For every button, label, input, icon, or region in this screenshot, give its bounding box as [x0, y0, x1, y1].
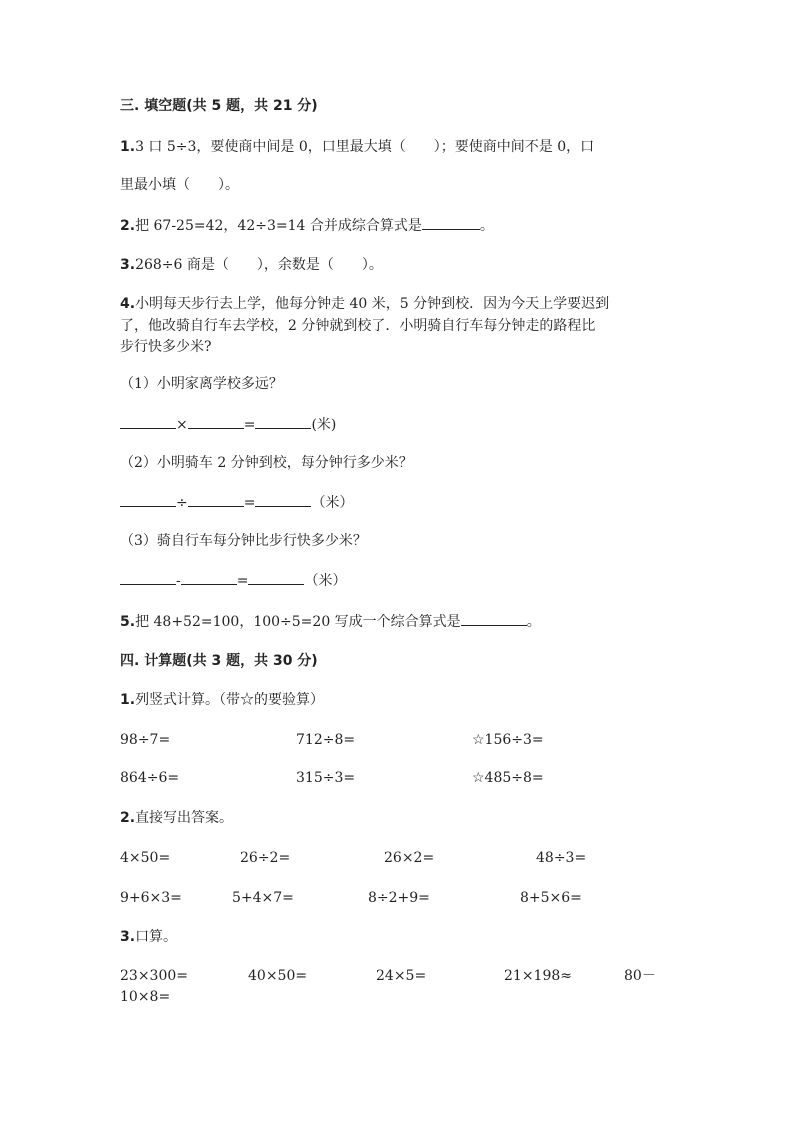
- question-5: [120, 611, 541, 632]
- question-text: 把 67-25=42，42÷3=14 合并成综合算式是: [135, 218, 422, 234]
- question-number: 2.: [120, 218, 136, 234]
- sub-question-2: （2）小明骑车 2 分钟到校，每分钟行多少米？: [120, 455, 413, 471]
- calc-item: 26×2=: [384, 850, 435, 866]
- calc-item: 315÷3=: [296, 770, 356, 786]
- calc-item: 10×8=: [120, 989, 171, 1005]
- calc-item: 98÷7=: [120, 732, 171, 748]
- unit-label: (米): [311, 417, 337, 433]
- question-text: 口算。: [135, 929, 178, 945]
- question-1-line-1: [120, 137, 594, 157]
- question-number: 5.: [120, 614, 136, 630]
- calc-question-2: [120, 808, 233, 828]
- question-text-end: 。: [479, 218, 494, 234]
- equals-sign: =: [243, 417, 256, 433]
- calc-item: 26÷2=: [240, 850, 291, 866]
- calc-item: 4×50=: [120, 850, 171, 866]
- equation-2: [120, 492, 353, 513]
- question-1-line-2: 里最小填（ ）。: [120, 177, 239, 193]
- calc-item: 24×5=: [376, 968, 427, 984]
- section-title-calculation: 四. 计算题(共 3 题，共 30 分): [120, 653, 318, 669]
- answer-blank[interactable]: [461, 611, 527, 626]
- sub-question-3: （3）骑自行车每分钟比步行快多少米？: [120, 533, 367, 549]
- answer-blank[interactable]: [120, 492, 176, 507]
- question-text: 把 48+52=100，100÷5=20 写成一个综合算式是: [135, 614, 461, 630]
- question-text: 列竖式计算。（带☆的要验算）: [135, 692, 325, 708]
- calc-item: ☆485÷8=: [472, 770, 544, 786]
- calc-item: 40×50=: [248, 968, 308, 984]
- question-4-line-3: 步行快多少米?: [120, 339, 212, 355]
- question-number: 2.: [120, 810, 136, 826]
- equation-1: [120, 414, 336, 435]
- answer-blank[interactable]: [248, 570, 304, 585]
- operator: ×: [176, 417, 188, 433]
- calc-item: 48÷3=: [536, 850, 587, 866]
- equals-sign: =: [236, 573, 249, 589]
- operator: ÷: [176, 495, 188, 511]
- calc-item: 8+5×6=: [520, 890, 582, 906]
- question-text: 3 口 5÷3，要使商中间是 0，口里最大填（ ）；要使商中间不是 0，口: [135, 139, 595, 155]
- question-number: 3.: [120, 929, 136, 945]
- answer-blank[interactable]: [120, 570, 176, 585]
- unit-label: （米）: [304, 573, 347, 589]
- calc-item: 21×198≈: [504, 968, 572, 984]
- question-text: 小明每天步行去上学，他每分钟走 40 米，5 分钟到校．因为今天上学要迟到: [135, 296, 610, 312]
- answer-blank[interactable]: [188, 414, 244, 429]
- question-text: 直接写出答案。: [135, 810, 234, 826]
- answer-blank[interactable]: [255, 492, 311, 507]
- calc-item: 5+4×7=: [232, 890, 294, 906]
- calc-item: 9+6×3=: [120, 890, 182, 906]
- calc-item: ☆156÷3=: [472, 732, 544, 748]
- sub-question-1: （1）小明家离学校多远？: [120, 376, 283, 392]
- question-number: 4.: [120, 296, 136, 312]
- question-3: [120, 255, 383, 275]
- operator: -: [176, 573, 181, 589]
- answer-blank[interactable]: [255, 414, 311, 429]
- answer-blank[interactable]: [181, 570, 237, 585]
- question-text-end: 。: [526, 614, 541, 630]
- question-4-line-1: [120, 294, 609, 314]
- calc-item: 23×300=: [120, 968, 188, 984]
- equation-3: [120, 570, 346, 591]
- section-title-fill-blanks: 三. 填空题(共 5 题，共 21 分): [120, 98, 318, 114]
- calc-question-1: [120, 690, 324, 710]
- question-4-line-2: 了，他改骑自行车去学校，2 分钟就到校了．小明骑自行车每分钟走的路程比: [120, 318, 596, 334]
- answer-blank[interactable]: [188, 492, 244, 507]
- answer-blank[interactable]: [422, 215, 480, 230]
- question-number: 1.: [120, 139, 136, 155]
- question-2: [120, 215, 494, 236]
- unit-label: （米）: [311, 495, 354, 511]
- question-number: 1.: [120, 692, 136, 708]
- question-text: 268÷6 商是（ ），余数是（ ）。: [135, 257, 383, 273]
- answer-blank[interactable]: [120, 414, 176, 429]
- question-number: 3.: [120, 257, 136, 273]
- calc-item: 80－: [624, 968, 656, 984]
- calc-item: 712÷8=: [296, 732, 356, 748]
- equals-sign: =: [243, 495, 256, 511]
- calc-item: 864÷6=: [120, 770, 180, 786]
- calc-item: 8÷2+9=: [368, 890, 430, 906]
- calc-question-3: [120, 927, 177, 947]
